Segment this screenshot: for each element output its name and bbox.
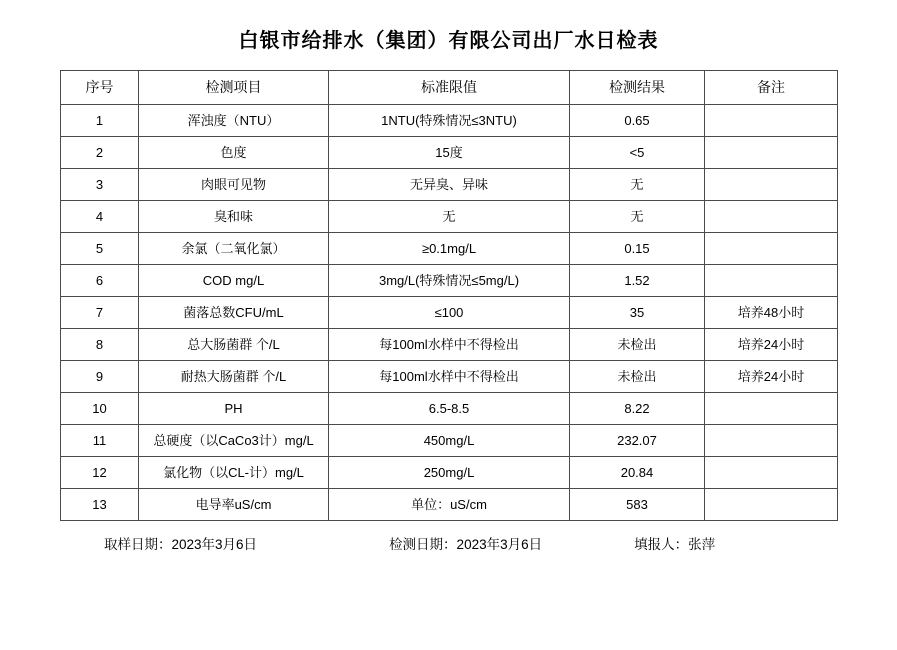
cell-remark (705, 233, 838, 265)
cell-limit: 450mg/L (329, 425, 570, 457)
footer (60, 533, 837, 553)
cell-no: 13 (61, 489, 139, 521)
cell-limit: 6.5-8.5 (329, 393, 570, 425)
table-row (61, 265, 838, 297)
cell-result: 0.15 (570, 233, 705, 265)
cell-result: 35 (570, 297, 705, 329)
cell-remark: 培养24小时 (705, 329, 838, 361)
column-header-remark: 备注 (705, 71, 838, 105)
cell-no: 10 (61, 393, 139, 425)
table-header-row (61, 71, 838, 105)
cell-result: <5 (570, 137, 705, 169)
cell-item: 余氯（二氧化氯） (139, 233, 329, 265)
cell-item: 菌落总数CFU/mL (139, 297, 329, 329)
table-row (61, 105, 838, 137)
cell-no: 6 (61, 265, 139, 297)
cell-remark (705, 265, 838, 297)
column-header-no: 序号 (61, 71, 139, 105)
cell-item: 耐热大肠菌群 个/L (139, 361, 329, 393)
cell-result: 583 (570, 489, 705, 521)
table-body (61, 105, 838, 521)
cell-no: 2 (61, 137, 139, 169)
cell-item: 臭和味 (139, 201, 329, 233)
cell-no: 11 (61, 425, 139, 457)
cell-limit: 无 (329, 201, 570, 233)
cell-remark (705, 137, 838, 169)
table-row (61, 329, 838, 361)
column-header-item: 检测项目 (139, 71, 329, 105)
reporter-label: 填报人：张萍 (634, 537, 716, 552)
test-date-label: 检测日期：2023年3月6日 (389, 537, 543, 552)
cell-no: 1 (61, 105, 139, 137)
cell-no: 4 (61, 201, 139, 233)
cell-item: 肉眼可见物 (139, 169, 329, 201)
cell-item: 氯化物（以CL-计）mg/L (139, 457, 329, 489)
cell-item: 总大肠菌群 个/L (139, 329, 329, 361)
cell-result: 无 (570, 169, 705, 201)
cell-result: 未检出 (570, 361, 705, 393)
report-table-container (60, 70, 837, 521)
cell-no: 3 (61, 169, 139, 201)
cell-no: 12 (61, 457, 139, 489)
cell-remark (705, 425, 838, 457)
water-quality-table (60, 70, 838, 521)
cell-no: 5 (61, 233, 139, 265)
table-row (61, 233, 838, 265)
cell-limit: 无异臭、异味 (329, 169, 570, 201)
table-row (61, 297, 838, 329)
table-row (61, 361, 838, 393)
cell-remark (705, 457, 838, 489)
cell-remark (705, 393, 838, 425)
sample-date-label: 取样日期：2023年3月6日 (104, 537, 258, 552)
cell-limit: ≥0.1mg/L (329, 233, 570, 265)
table-row (61, 393, 838, 425)
cell-item: 总硬度（以CaCo3计）mg/L (139, 425, 329, 457)
cell-item: PH (139, 393, 329, 425)
column-header-result: 检测结果 (570, 71, 705, 105)
cell-result: 无 (570, 201, 705, 233)
cell-no: 7 (61, 297, 139, 329)
table-header (61, 71, 838, 105)
cell-remark (705, 105, 838, 137)
table-row (61, 137, 838, 169)
cell-limit: ≤100 (329, 297, 570, 329)
cell-remark (705, 169, 838, 201)
cell-limit: 3mg/L(特殊情况≤5mg/L) (329, 265, 570, 297)
cell-result: 232.07 (570, 425, 705, 457)
page-title: 白银市给排水（集团）有限公司出厂水日检表 (238, 30, 659, 52)
cell-item: 电导率uS/cm (139, 489, 329, 521)
cell-result: 8.22 (570, 393, 705, 425)
cell-result: 0.65 (570, 105, 705, 137)
cell-item: COD mg/L (139, 265, 329, 297)
table-row (61, 425, 838, 457)
table-row (61, 457, 838, 489)
cell-limit: 每100ml水样中不得检出 (329, 329, 570, 361)
cell-limit: 单位：uS/cm (329, 489, 570, 521)
table-row (61, 201, 838, 233)
cell-result: 20.84 (570, 457, 705, 489)
cell-no: 8 (61, 329, 139, 361)
table-row (61, 489, 838, 521)
cell-item: 色度 (139, 137, 329, 169)
cell-result: 未检出 (570, 329, 705, 361)
cell-no: 9 (61, 361, 139, 393)
cell-limit: 每100ml水样中不得检出 (329, 361, 570, 393)
column-header-limit: 标准限值 (329, 71, 570, 105)
cell-result: 1.52 (570, 265, 705, 297)
cell-remark: 培养24小时 (705, 361, 838, 393)
cell-limit: 1NTU(特殊情况≤3NTU) (329, 105, 570, 137)
cell-limit: 15度 (329, 137, 570, 169)
cell-remark: 培养48小时 (705, 297, 838, 329)
cell-item: 浑浊度（NTU） (139, 105, 329, 137)
table-row (61, 169, 838, 201)
cell-remark (705, 201, 838, 233)
cell-remark (705, 489, 838, 521)
cell-limit: 250mg/L (329, 457, 570, 489)
